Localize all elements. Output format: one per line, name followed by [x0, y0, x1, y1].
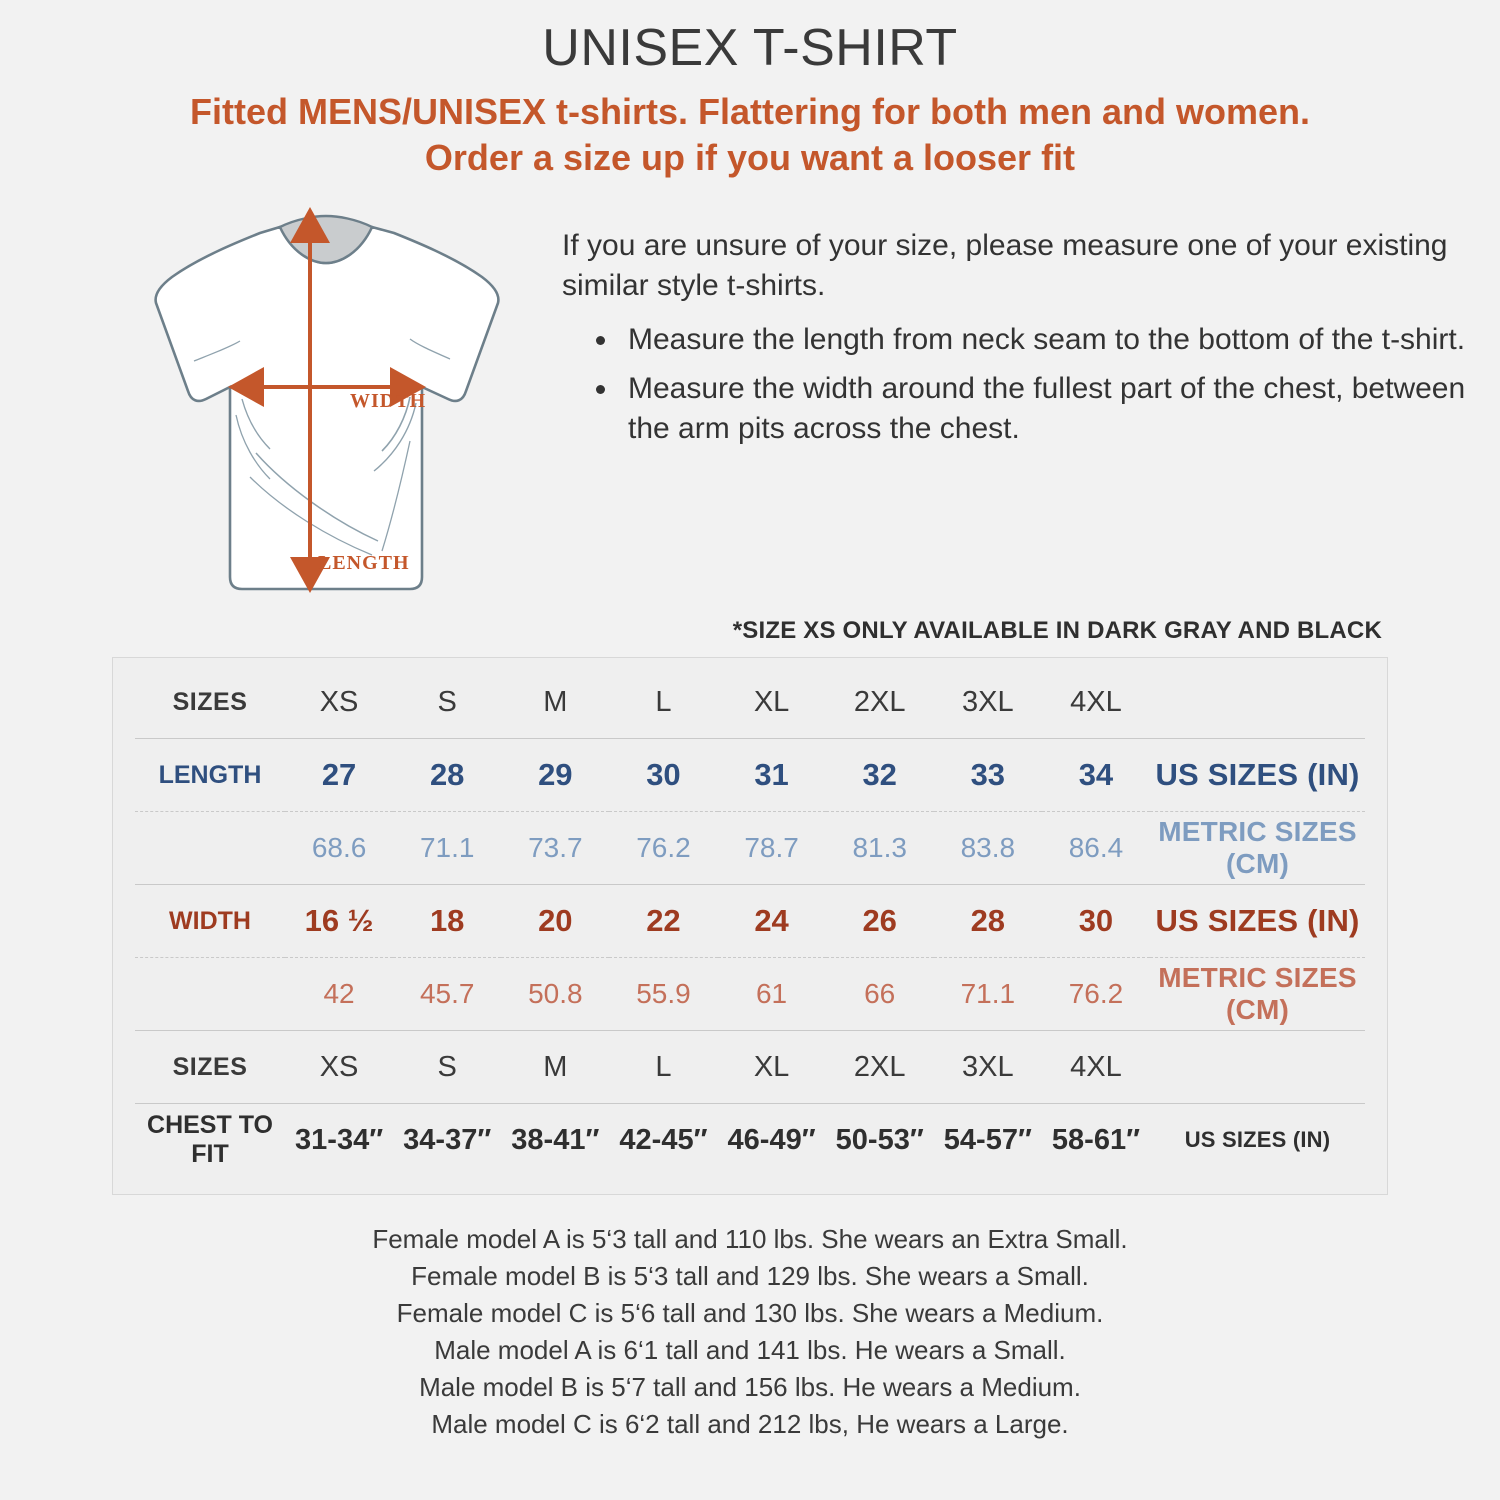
size2-header-m: M — [501, 1031, 609, 1104]
unit-chest-us: US SIZES (IN) — [1184, 1127, 1331, 1153]
chest-xs: 31-34″ — [295, 1123, 384, 1156]
table-row-width-in — [135, 885, 1365, 958]
size-header-xs: XS — [285, 666, 393, 739]
width-cm-4xl: 76.2 — [1042, 958, 1150, 1031]
unit-blank — [1150, 666, 1365, 739]
page-title: UNISEX T-SHIRT — [542, 19, 958, 77]
model-note-line: Male model A is 6‘1 tall and 141 lbs. He wears a Small. — [434, 1335, 1066, 1366]
size2-header-l: L — [609, 1031, 717, 1104]
length-label: LENGTH — [318, 552, 410, 575]
row-label-width: WIDTH — [135, 885, 285, 958]
unit-width-metric: METRIC SIZES (CM) — [1150, 958, 1365, 1031]
subtitle-line-1: Fitted MENS/UNISEX t-shirts. Flattering for both men and women. — [189, 91, 1311, 133]
list-item: • Measure the length from neck seam to the bottom of the t-shirt. — [620, 320, 1470, 360]
length-cm-3xl: 83.8 — [934, 812, 1042, 885]
length-cm-s: 71.1 — [393, 812, 501, 885]
size2-header-xl: XL — [718, 1031, 826, 1104]
size-header-m: M — [501, 666, 609, 739]
chest-xl: 46-49″ — [727, 1123, 816, 1156]
size2-header-3xl: 3XL — [934, 1031, 1042, 1104]
unit-length-metric: METRIC SIZES (CM) — [1150, 812, 1365, 885]
length-in-s: 28 — [393, 739, 501, 812]
width-in-s: 18 — [393, 885, 501, 958]
table-row-sizes-header — [135, 666, 1365, 739]
table-row-length-in — [135, 739, 1365, 812]
page-subtitle — [0, 89, 1500, 181]
unit-length-us: US SIZES (IN) — [1150, 739, 1365, 812]
length-cm-m: 73.7 — [501, 812, 609, 885]
table-row-chest-to-fit — [135, 1104, 1365, 1177]
chest-2xl: 50-53″ — [835, 1123, 924, 1156]
model-note-line: Male model B is 5‘7 tall and 156 lbs. He wears a Medium. — [419, 1371, 1081, 1402]
unit-blank-2 — [1150, 1031, 1365, 1104]
length-cm-xs: 68.6 — [285, 812, 393, 885]
size2-header-s: S — [393, 1031, 501, 1104]
width-cm-m: 50.8 — [501, 958, 609, 1031]
width-in-3xl: 28 — [934, 885, 1042, 958]
tshirt-illustration-icon — [110, 191, 540, 611]
instructions-intro: If you are unsure of your size, please measure one of your existing similar style t-shirts. — [562, 229, 1448, 302]
size-header-4xl: 4XL — [1042, 666, 1150, 739]
length-in-xs: 27 — [285, 739, 393, 812]
width-cm-2xl: 66 — [826, 958, 934, 1031]
width-in-4xl: 30 — [1042, 885, 1150, 958]
size2-header-2xl: 2XL — [826, 1031, 934, 1104]
size-header-xl: XL — [718, 666, 826, 739]
model-note-line: Female model C is 5‘6 tall and 130 lbs. She wears a Medium. — [396, 1298, 1104, 1329]
model-note-line: Male model C is 6‘2 tall and 212 lbs, He wears a Large. — [431, 1408, 1069, 1439]
length-cm-4xl: 86.4 — [1042, 812, 1150, 885]
width-in-xl: 24 — [718, 885, 826, 958]
width-cm-xs: 42 — [285, 958, 393, 1031]
table-row-width-cm — [135, 958, 1365, 1031]
length-in-4xl: 34 — [1042, 739, 1150, 812]
sizes-label-2: SIZES — [135, 1031, 285, 1104]
chest-4xl: 58-61″ — [1051, 1123, 1140, 1156]
width-cm-s: 45.7 — [393, 958, 501, 1031]
width-cm-3xl: 71.1 — [934, 958, 1042, 1031]
size-header-3xl: 3XL — [934, 666, 1042, 739]
width-in-l: 22 — [609, 885, 717, 958]
length-cm-2xl: 81.3 — [826, 812, 934, 885]
subtitle-line-2: Order a size up if you want a looser fit — [424, 137, 1076, 179]
size2-header-xs: XS — [285, 1031, 393, 1104]
size-header-l: L — [609, 666, 717, 739]
model-note-line: Female model A is 5‘3 tall and 110 lbs. She wears an Extra Small. — [372, 1224, 1128, 1255]
length-in-l: 30 — [609, 739, 717, 812]
width-in-xs: 16 ½ — [285, 885, 393, 958]
unit-width-us: US SIZES (IN) — [1150, 885, 1365, 958]
chest-s: 34-37″ — [403, 1123, 492, 1156]
availability-note: *SIZE XS ONLY AVAILABLE IN DARK GRAY AND BLACK — [732, 617, 1382, 645]
chest-l: 42-45″ — [619, 1123, 708, 1156]
chest-3xl: 54-57″ — [943, 1123, 1032, 1156]
table-row-sizes-header-2 — [135, 1031, 1365, 1104]
table-row-length-cm — [135, 812, 1365, 885]
row-label-length-cm — [135, 812, 285, 885]
width-label: WIDTH — [350, 390, 427, 413]
sizes-label: SIZES — [135, 666, 285, 739]
size2-header-4xl: 4XL — [1042, 1031, 1150, 1104]
model-note-line: Female model B is 5‘3 tall and 129 lbs. She wears a Small. — [411, 1261, 1089, 1292]
length-in-xl: 31 — [718, 739, 826, 812]
row-label-width-cm — [135, 958, 285, 1031]
length-cm-l: 76.2 — [609, 812, 717, 885]
width-in-2xl: 26 — [826, 885, 934, 958]
list-item: • Measure the width around the fullest part of the chest, between the arm pits across the chest. — [620, 369, 1470, 448]
diagram-and-instructions — [0, 191, 1500, 611]
model-notes — [0, 1221, 1500, 1442]
length-in-2xl: 32 — [826, 739, 934, 812]
chest-m: 38-41″ — [511, 1123, 600, 1156]
instructions-list — [562, 320, 1470, 449]
width-cm-xl: 61 — [718, 958, 826, 1031]
size-table — [112, 657, 1388, 1195]
instructions-block — [540, 191, 1470, 611]
length-in-3xl: 33 — [934, 739, 1042, 812]
row-label-length: LENGTH — [135, 739, 285, 812]
width-in-m: 20 — [501, 885, 609, 958]
length-in-m: 29 — [501, 739, 609, 812]
length-cm-xl: 78.7 — [718, 812, 826, 885]
size-header-2xl: 2XL — [826, 666, 934, 739]
size-header-s: S — [393, 666, 501, 739]
tshirt-diagram — [110, 191, 540, 611]
row-label-chest: CHEST TO FIT — [147, 1111, 273, 1169]
width-cm-l: 55.9 — [609, 958, 717, 1031]
